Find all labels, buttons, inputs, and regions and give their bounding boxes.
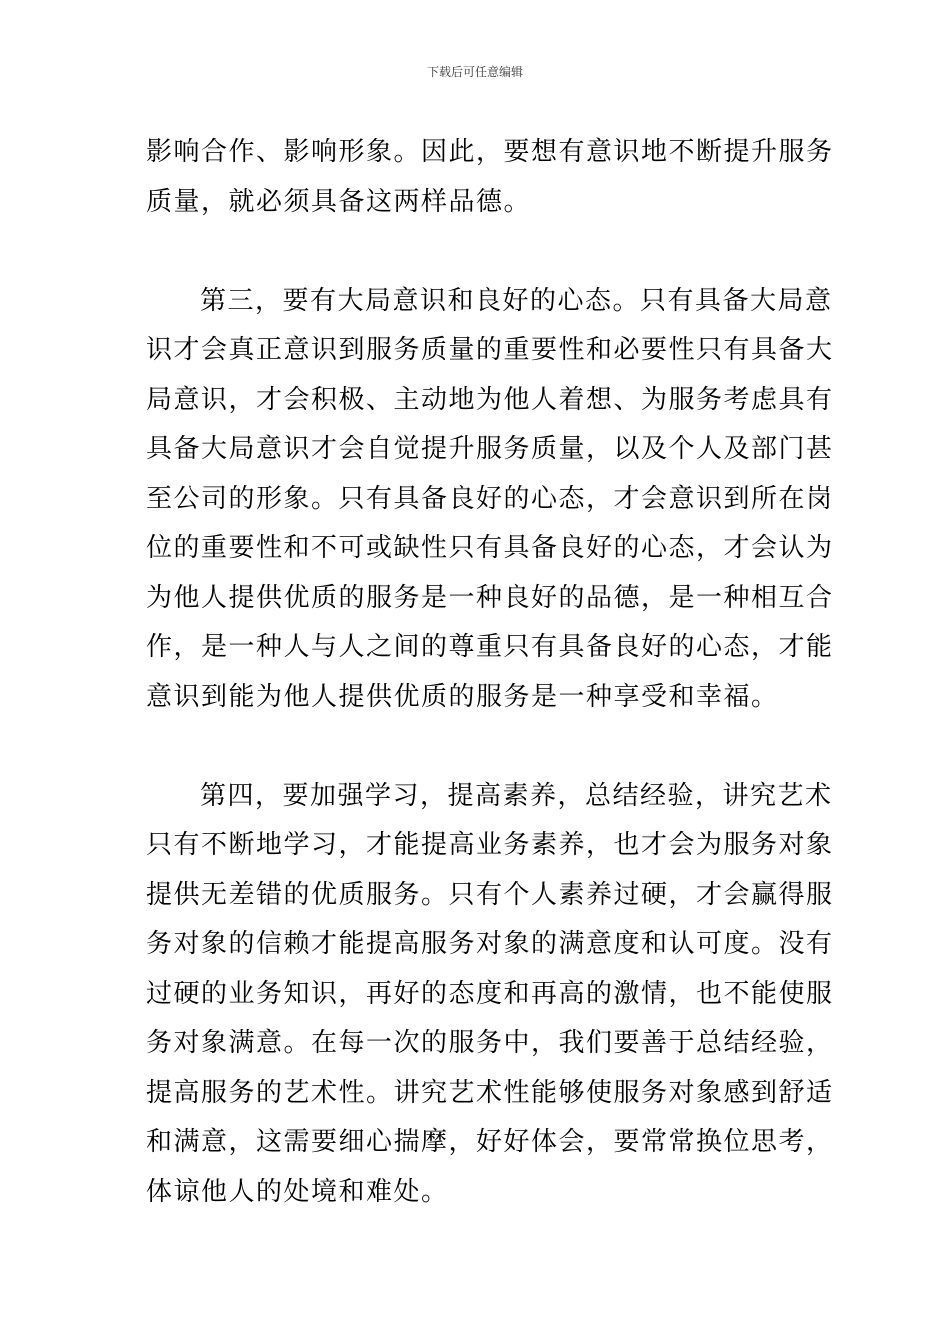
- text-line: 至公司的形象。只有具备良好的心态，才会意识到所在岗: [146, 483, 834, 514]
- paragraph-2: [146, 277, 834, 723]
- text-line: 提供无差错的优质服务。只有个人素养过硬，才会赢得服: [146, 879, 834, 910]
- text-line: 提高服务的艺术性。讲究艺术性能够使服务对象感到舒适: [146, 1077, 834, 1108]
- text-line: 具备大局意识才会自觉提升服务质量，以及个人及部门甚: [146, 434, 834, 464]
- text-line: 务对象满意。在每一次的服务中，我们要善于总结经验，: [146, 1028, 834, 1058]
- paragraph-spacer: [146, 722, 808, 772]
- page-header: 下载后可任意编辑: [426, 65, 523, 79]
- text-line: 识才会真正意识到服务质量的重要性和必要性只有具备大: [146, 335, 834, 365]
- text-line: 和满意，这需要细心揣摩，好好体会，要常常换位思考，: [146, 1127, 834, 1157]
- text-line-first: 第四，要加强学习，提高素养，总结经验，讲究艺术: [200, 780, 833, 811]
- text-line: 位的重要性和不可或缺性只有具备良好的心态，才会认为: [146, 533, 834, 563]
- paragraph-spacer: [146, 227, 808, 277]
- text-line: 为他人提供优质的服务是一种良好的品德，是一种相互合: [146, 582, 834, 613]
- document-body: [146, 128, 834, 1217]
- text-line: 影响合作、影响形象。因此，要想有意识地不断提升服务: [146, 137, 834, 167]
- text-line: 质量，就必须具备这两样品德。: [146, 186, 532, 217]
- text-line: 作，是一种人与人之间的尊重只有具备良好的心态，才能: [146, 632, 834, 662]
- paragraph-3: [146, 772, 834, 1218]
- text-line: 体谅他人的处境和难处。: [146, 1176, 449, 1207]
- text-line: 局意识，才会积极、主动地为他人着想、为服务考虑具有: [146, 384, 834, 415]
- text-line: 过硬的业务知识，再好的态度和再高的激情，也不能使服: [146, 978, 834, 1009]
- text-line: 务对象的信赖才能提高服务对象的满意度和认可度。没有: [146, 929, 834, 959]
- text-line: 只有不断地学习，才能提高业务素养，也才会为服务对象: [146, 830, 834, 860]
- text-line: 意识到能为他人提供优质的服务是一种享受和幸福。: [146, 681, 779, 712]
- paragraph-1: [146, 128, 834, 227]
- text-line-first: 第三，要有大局意识和良好的心态。只有具备大局意: [200, 285, 833, 316]
